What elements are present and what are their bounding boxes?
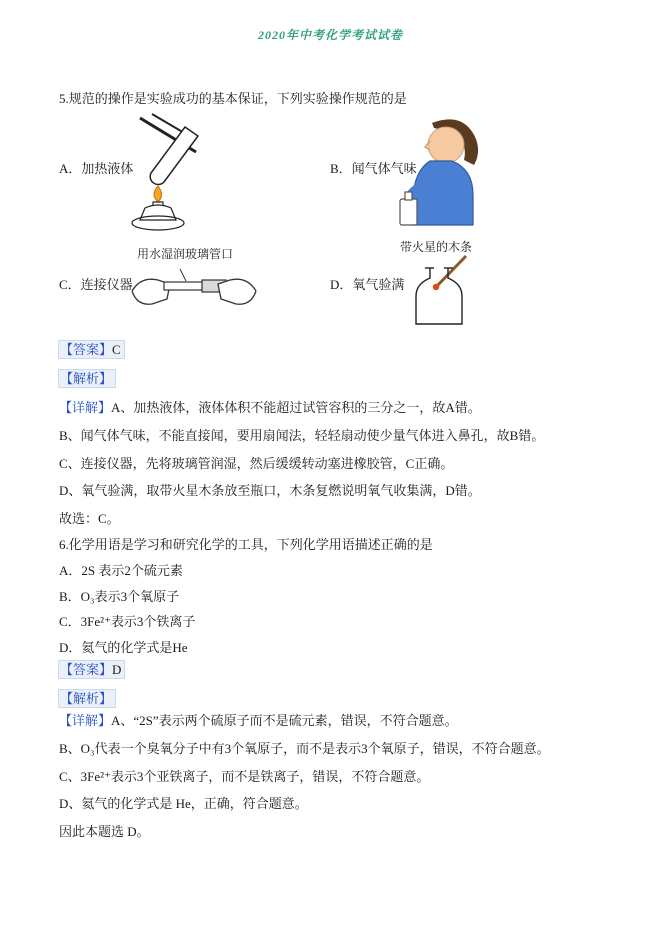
question-5-stem: 5.规范的操作是实验成功的基本保证，下列实验操作规范的是 — [59, 91, 407, 106]
q5-answer-value: C — [112, 342, 121, 357]
q6-detail-label: 【详解】 — [59, 713, 112, 728]
q5-detail-c-line: C、连接仪器，先将玻璃管润湿，然后缓缓转动塞进橡胶管，C正确。 — [59, 456, 454, 471]
q6-detail-b-line: B、O₃代表一个臭氧分子中有3个氧原子，而不是表示3个氧原子，错误，不符合题意。 — [59, 741, 550, 756]
connecting-tubes-illustration-icon — [128, 263, 260, 309]
q6-answer-value: D — [112, 662, 122, 677]
q6-analysis-label: 【解析】 — [60, 691, 113, 706]
q5-analysis-label: 【解析】 — [60, 371, 113, 386]
q5-option-c-label: C．连接仪器 — [59, 277, 133, 292]
q6-conclusion: 因此本题选 D。 — [59, 824, 150, 839]
q5-detail-b-line: B、闻气体气味，不能直接闻，要用扇闻法，轻轻扇动使少量气体进入鼻孔，故B错。 — [59, 428, 545, 443]
q5-option-b-label: B．闻气体气味 — [330, 161, 417, 176]
q5-analysis-line — [59, 370, 115, 388]
q5-detail-d-line: D、氧气验满，取带火星木条放至瓶口，木条复燃说明氧气收集满，D错。 — [59, 483, 481, 498]
q5-answer-line — [59, 341, 124, 359]
q6-detail-a-text: A、“2S”表示两个硫原子而不是硫元素，错误，不符合题意。 — [111, 713, 458, 728]
q6-option-a-label: A．2S 表示2个硫元素 — [59, 563, 183, 578]
q5-answer-label: 【答案】 — [60, 342, 113, 357]
q6-option-b-label: B．O₃表示3个氧原子 — [59, 589, 180, 604]
q6-detail-d-line: D、氦气的化学式是 He，正确，符合题意。 — [59, 796, 308, 811]
q6-option-d-label: D．氦气的化学式是He — [59, 640, 188, 655]
q6-answer-label: 【答案】 — [60, 662, 113, 677]
page-header-title: 2020年中考化学考试试卷 — [257, 28, 403, 42]
question-6-stem: 6.化学用语是学习和研究化学的工具，下列化学用语描述正确的是 — [59, 537, 433, 552]
q6-detail-a-line — [59, 712, 458, 730]
q6-answer-line — [59, 661, 124, 679]
q5-detail-label: 【详解】 — [59, 400, 112, 415]
heating-liquid-illustration-icon — [112, 112, 230, 234]
q5-option-d-caption: 带火星的木条 — [400, 240, 473, 254]
q5-option-c-caption: 用水湿润玻璃管口 — [137, 247, 234, 261]
q5-detail-a-line — [59, 399, 481, 417]
q5-conclusion: 故选：C。 — [59, 511, 120, 526]
q6-option-c-label: C．3Fe²⁺表示3个铁离子 — [59, 614, 196, 629]
q5-option-a-label: A．加热液体 — [59, 161, 134, 176]
q6-analysis-line — [59, 690, 115, 708]
q6-detail-c-line: C、3Fe²⁺表示3个亚铁离子，而不是铁离子，错误，不符合题意。 — [59, 769, 430, 784]
smelling-gas-illustration-icon — [396, 113, 488, 227]
q5-detail-a-text: A、加热液体，液体体积不能超过试管容积的三分之一，故A错。 — [111, 400, 481, 415]
q5-option-d-label: D．氧气验满 — [330, 277, 405, 292]
oxygen-test-bottle-illustration-icon — [404, 254, 476, 328]
